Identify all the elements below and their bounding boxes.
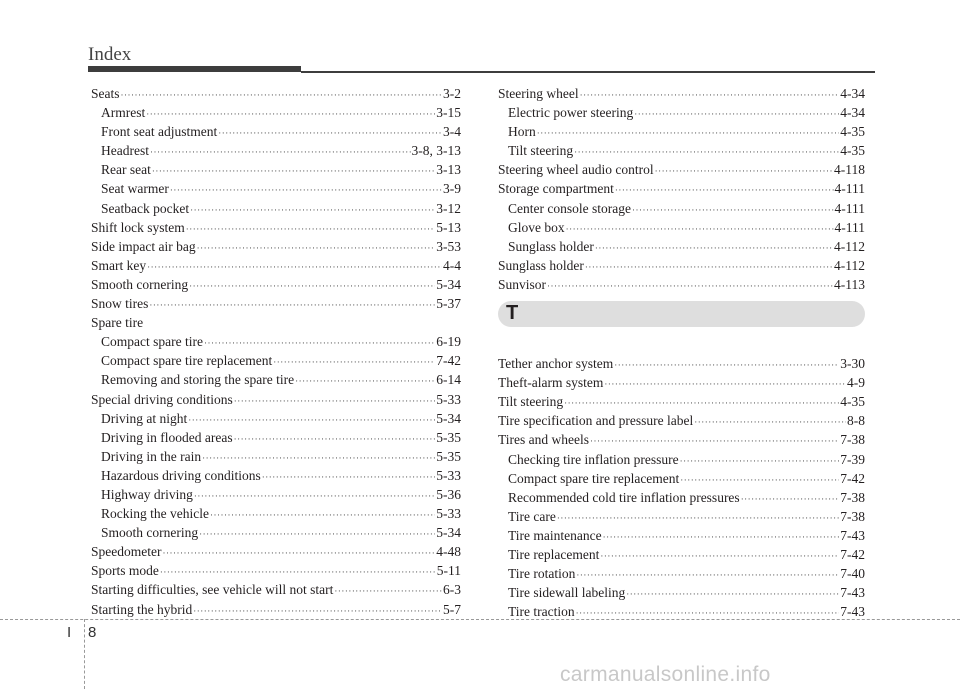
index-term: Driving in flooded areas: [101, 429, 233, 445]
dot-leader: [194, 487, 435, 506]
index-column-right: [498, 84, 865, 621]
page-ref: 7-42: [840, 546, 865, 562]
page-ref: 7-43: [840, 585, 865, 601]
dot-leader: [585, 258, 833, 277]
index-entry: [498, 430, 865, 449]
page-ref: 5-11: [436, 563, 461, 579]
index-term: Tire maintenance: [508, 527, 602, 543]
index-term: Glove box: [508, 219, 565, 235]
index-term: Armrest: [101, 105, 146, 121]
page-ref: 8-8: [847, 413, 865, 429]
index-term: Horn: [508, 124, 536, 140]
index-entry: [498, 275, 865, 294]
page-ref: 3-2: [443, 86, 461, 101]
index-term: Side impact air bag: [91, 238, 196, 254]
page-ref: 4-35: [840, 394, 865, 410]
index-term: Starting the hybrid: [91, 601, 193, 617]
index-term: Rear seat: [101, 162, 151, 178]
page-ref: 5-34: [436, 410, 461, 426]
index-entry: [91, 409, 461, 428]
dot-leader: [614, 356, 839, 375]
page-ref: 6-3: [443, 582, 461, 598]
dot-leader: [547, 277, 833, 296]
footer-page-number: 8: [88, 624, 97, 641]
index-entry: [498, 373, 865, 392]
index-term: Tether anchor system: [498, 356, 614, 372]
page-ref: 4-35: [840, 124, 865, 140]
dot-leader: [218, 124, 442, 143]
index-entry: [498, 392, 865, 411]
dot-leader: [150, 143, 411, 162]
index-term: Spare tire: [91, 315, 144, 331]
index-term: Recommended cold tire inflation pressures: [508, 489, 740, 505]
index-term: Theft-alarm system: [498, 375, 604, 391]
index-term: Tilt steering: [508, 143, 574, 159]
index-entry: [498, 160, 865, 179]
dot-leader: [634, 105, 839, 124]
index-term: Driving at night: [101, 410, 188, 426]
index-term: Tire traction: [508, 604, 575, 620]
page-ref: 4-111: [834, 200, 865, 216]
index-entry: [498, 526, 865, 545]
dot-leader: [604, 375, 846, 394]
index-term: Highway driving: [101, 486, 193, 502]
dot-leader: [199, 525, 435, 544]
index-term: Tire replacement: [508, 546, 600, 562]
index-entry: [91, 504, 461, 523]
index-term: Speedometer: [91, 544, 162, 560]
index-entry: [498, 141, 865, 160]
footer-divider: [0, 619, 960, 620]
dot-leader: [262, 468, 436, 487]
index-entry: [91, 428, 461, 447]
watermark: carmanualsonline.info: [560, 663, 771, 686]
dot-leader: [189, 277, 435, 296]
page-ref: 5-34: [436, 525, 461, 541]
index-entry: [91, 370, 461, 389]
index-entry: [91, 332, 461, 351]
page-ref: 3-4: [443, 124, 461, 140]
page-ref: 7-38: [840, 489, 865, 505]
dot-leader: [273, 353, 435, 372]
dot-leader: [295, 372, 435, 391]
page-ref: 6-14: [436, 372, 461, 388]
page-ref: 6-19: [436, 334, 461, 350]
page-ref: 7-39: [840, 451, 865, 467]
index-entry: [91, 275, 461, 294]
index-term: Tire sidewall labeling: [508, 585, 626, 601]
page-ref: 3-8, 3-13: [411, 143, 461, 159]
section-letter: T: [506, 302, 519, 325]
index-entry: [498, 545, 865, 564]
index-list-t: [498, 354, 865, 621]
page-ref: 7-42: [840, 470, 865, 486]
index-entry: [91, 466, 461, 485]
index-list-s: [498, 84, 865, 294]
index-term: Electric power steering: [508, 105, 634, 121]
index-term: Seatback pocket: [101, 200, 190, 216]
index-term: Center console storage: [508, 200, 631, 216]
dot-leader: [186, 220, 436, 239]
index-term: Hazardous driving conditions: [101, 467, 261, 483]
page-ref: 4-9: [847, 375, 865, 391]
index-entry: [498, 256, 865, 275]
index-entry: [91, 103, 461, 122]
index-entry: [498, 218, 865, 237]
dot-leader: [147, 258, 442, 277]
index-entry: [498, 450, 865, 469]
page-ref: 3-9: [443, 181, 461, 197]
index-entry: [91, 561, 461, 580]
index-term: Shift lock system: [91, 219, 185, 235]
page-ref: 5-7: [443, 601, 461, 617]
dot-leader: [626, 585, 839, 604]
page-ref: 4-113: [834, 276, 865, 292]
index-entry: [91, 237, 461, 256]
index-entry: [498, 583, 865, 602]
dot-leader: [632, 201, 834, 220]
index-entry: [91, 141, 461, 160]
dot-leader: [566, 220, 834, 239]
index-entry: [91, 485, 461, 504]
page-ref: 5-34: [436, 276, 461, 292]
index-term: Headrest: [101, 143, 149, 159]
index-term: Compact spare tire replacement: [508, 470, 680, 486]
index-entry: [91, 84, 461, 103]
index-term: Sunglass holder: [498, 257, 584, 273]
index-term: Tires and wheels: [498, 432, 589, 448]
dot-leader: [152, 162, 435, 181]
index-term: Rocking the vehicle: [101, 506, 209, 522]
index-entry: [91, 351, 461, 370]
page-ref: 4-48: [436, 544, 461, 560]
index-term: Driving in the rain: [101, 448, 202, 464]
index-term: Tire specification and pressure label: [498, 413, 694, 429]
index-entry: [498, 354, 865, 373]
dot-leader: [680, 452, 840, 471]
dot-leader: [600, 547, 839, 566]
page-ref: 5-35: [436, 448, 461, 464]
page-ref: 5-35: [436, 429, 461, 445]
dot-leader: [234, 392, 436, 411]
index-entry: [498, 84, 865, 103]
header-rule-thin: [301, 71, 875, 73]
dot-leader: [694, 413, 846, 432]
index-term: Front seat adjustment: [101, 124, 218, 140]
index-term: Removing and storing the spare tire: [101, 372, 295, 388]
dot-leader: [334, 582, 442, 601]
index-entry: [498, 122, 865, 141]
dot-leader: [197, 239, 436, 258]
index-term: Compact spare tire replacement: [101, 353, 273, 369]
index-entry: [91, 179, 461, 198]
index-term: Tilt steering: [498, 394, 564, 410]
section-header-t: [498, 301, 865, 327]
index-term: Smooth cornering: [91, 276, 189, 292]
page-title: Index: [88, 44, 132, 65]
index-entry: [498, 564, 865, 583]
page-ref: 3-13: [436, 162, 461, 178]
dot-leader: [741, 490, 840, 509]
page-ref: 4-4: [443, 257, 461, 273]
page-ref: 3-53: [436, 238, 461, 254]
page-ref: 7-40: [840, 566, 865, 582]
dot-leader: [655, 162, 833, 181]
footer-vertical-divider: [84, 619, 85, 689]
page-ref: 3-12: [436, 200, 461, 216]
index-term: Snow tires: [91, 296, 149, 312]
index-term: Starting difficulties, see vehicle will not start: [91, 582, 334, 598]
index-entry: [91, 218, 461, 237]
dot-leader: [190, 201, 435, 220]
index-entry: [91, 160, 461, 179]
index-entry: [498, 103, 865, 122]
index-term: Seat warmer: [101, 181, 169, 197]
index-entry: [498, 507, 865, 526]
dot-leader: [603, 528, 840, 547]
index-entry: [91, 600, 461, 619]
index-entry: [498, 411, 865, 430]
index-entry: [91, 313, 461, 332]
page-ref: 7-38: [840, 432, 865, 448]
page-ref: 4-34: [840, 86, 865, 101]
page-ref: 4-118: [834, 162, 865, 178]
page-ref: 3-15: [436, 105, 461, 121]
page-ref: 5-33: [436, 506, 461, 522]
page-ref: 4-112: [834, 238, 865, 254]
dot-leader: [595, 239, 833, 258]
index-entry: [91, 256, 461, 275]
page-ref: 7-38: [840, 508, 865, 524]
page-ref: 4-34: [840, 105, 865, 121]
dot-leader: [162, 544, 435, 563]
page-ref: 7-43: [840, 604, 865, 620]
index-term: Steering wheel audio control: [498, 162, 654, 178]
dot-leader: [210, 506, 435, 525]
dot-leader: [149, 296, 435, 315]
index-entry: [91, 122, 461, 141]
index-term: Tire rotation: [508, 566, 576, 582]
index-entry: [498, 237, 865, 256]
index-term: Compact spare tire: [101, 334, 203, 350]
index-entry: [498, 469, 865, 488]
index-term: Smart key: [91, 257, 147, 273]
index-term: Steering wheel: [498, 86, 579, 101]
page-ref: 5-33: [436, 467, 461, 483]
footer-section-label: I: [67, 624, 72, 641]
index-term: Sunglass holder: [508, 238, 594, 254]
index-entry: [91, 294, 461, 313]
index-entry: [498, 199, 865, 218]
index-entry: [91, 542, 461, 561]
index-column-left: [91, 84, 461, 619]
index-term: Sunvisor: [498, 276, 547, 292]
page-ref: 4-35: [840, 143, 865, 159]
dot-leader: [537, 124, 840, 143]
index-entry: [498, 179, 865, 198]
index-entry: [91, 523, 461, 542]
index-term: Tire care: [508, 508, 556, 524]
dot-leader: [576, 604, 840, 623]
page-ref: 5-13: [436, 219, 461, 235]
index-term: Storage compartment: [498, 181, 614, 197]
index-entry: [498, 488, 865, 507]
index-entry: [91, 199, 461, 218]
header-rule-thick: [88, 66, 301, 72]
dot-leader: [121, 86, 443, 105]
page-ref: 5-37: [436, 296, 461, 312]
page-ref: 4-111: [834, 181, 865, 197]
index-entry: [91, 390, 461, 409]
index-term: Sports mode: [91, 563, 159, 579]
page-ref: 5-36: [436, 486, 461, 502]
page-ref: 7-43: [840, 527, 865, 543]
dot-leader: [193, 602, 442, 621]
index-term: Smooth cornering: [101, 525, 199, 541]
index-term: Special driving conditions: [91, 391, 233, 407]
page-ref: 5-33: [436, 391, 461, 407]
index-entry: [91, 580, 461, 599]
dot-leader: [170, 181, 442, 200]
page-ref: 4-112: [834, 257, 865, 273]
dot-leader: [234, 430, 436, 449]
dot-leader: [615, 181, 834, 200]
page-ref: 4-111: [834, 219, 865, 235]
index-entry: [91, 447, 461, 466]
page-ref: 3-30: [840, 356, 865, 372]
index-term: Checking tire inflation pressure: [508, 451, 679, 467]
page-ref: 7-42: [436, 353, 461, 369]
index-term: Seats: [91, 86, 120, 101]
